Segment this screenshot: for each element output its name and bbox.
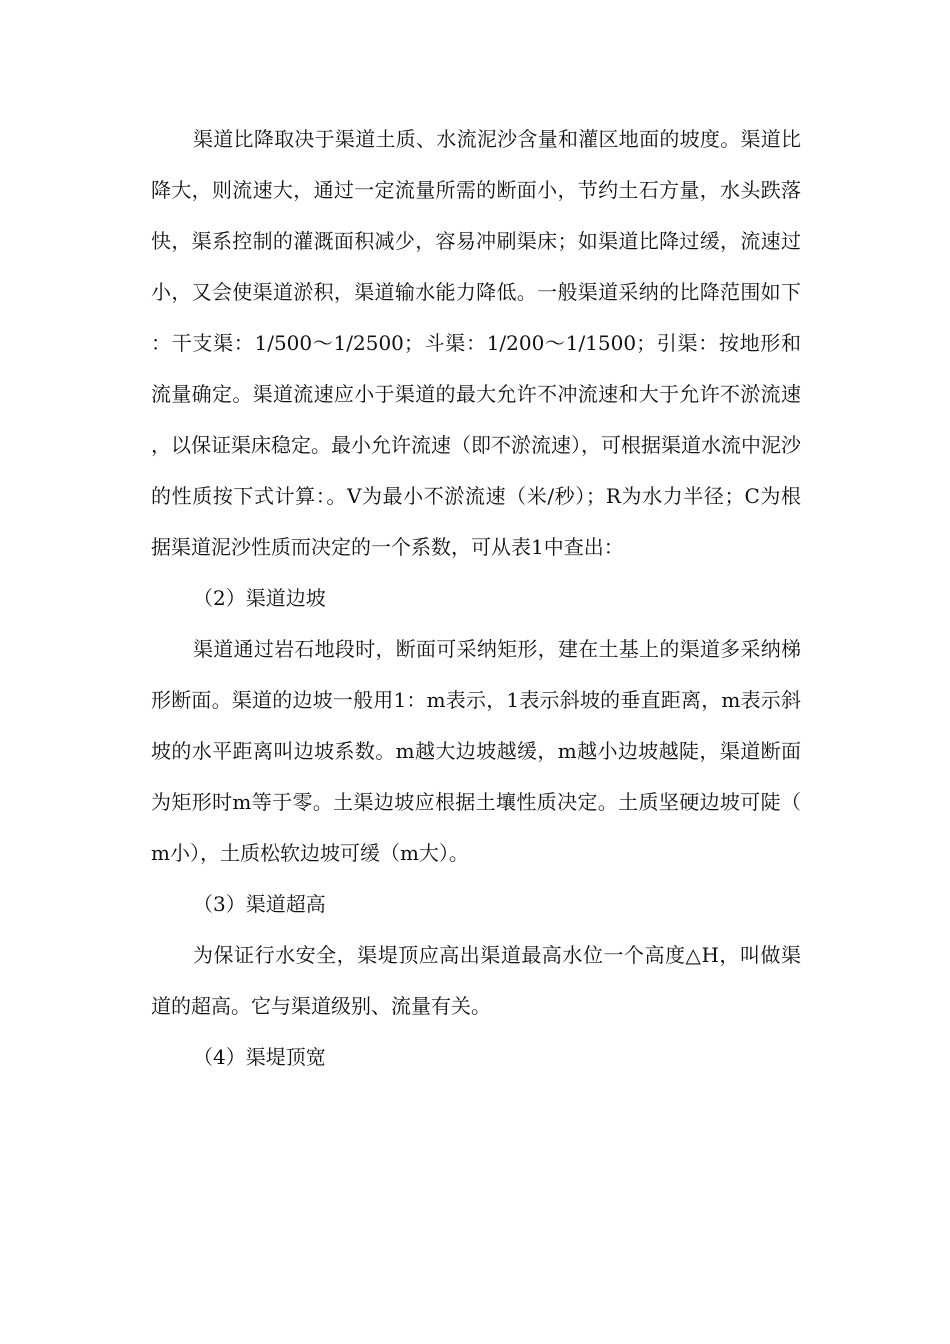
paragraph-channel-side-slope: 渠道通过岩石地段时，断面可采纳矩形，建在土基上的渠道多采纳梯形断面。渠道的边坡一般用1：m表示，1表示斜坡的垂直距离，m表示斜坡的水平距离叫边坡系数。m越大边坡越缓，m越小边坡越陡，渠道断面为矩形时m等于零。土渠边坡应根据土壤性质决定。土质坚硬边坡可陡（m小），土质松软边坡可缓（m大）。	[151, 637, 801, 865]
heading-channel-side-slope: （2）渠道边坡	[193, 586, 326, 610]
paragraph-channel-gradient: 渠道比降取决于渠道土质、水流泥沙含量和灌区地面的坡度。渠道比降大，则流速大，通过一定流量所需的断面小，节约土石方量，水头跌落快，渠系控制的灌溉面积减少，容易冲刷渠床；如渠道比降过缓，流速过小，又会使渠道淤积，渠道输水能力降低。一般渠道采纳的比降范围如下：干支渠：1/500～1/2500；斗渠：1/200～1/1500；引渠：按地形和流量确定。渠道流速应小于渠道的最大允许不冲流速和大于允许不淤流速，以保证渠床稳定。最小允许流速（即不淤流速），可根据渠道水流中泥沙的性质按下式计算：。V为最小不淤流速（米/秒）；R为水力半径；C为根据渠道泥沙性质而决定的一个系数，可从表1中查出：	[151, 127, 801, 559]
paragraph-channel-freeboard: 为保证行水安全，渠堤顶应高出渠道最高水位一个高度△H，叫做渠道的超高。它与渠道级别、流量有关。	[151, 943, 801, 1018]
heading-embankment-top-width: （4）渠堤顶宽	[193, 1045, 326, 1069]
heading-channel-freeboard: （3）渠道超高	[193, 892, 326, 916]
document-body	[151, 114, 801, 1083]
